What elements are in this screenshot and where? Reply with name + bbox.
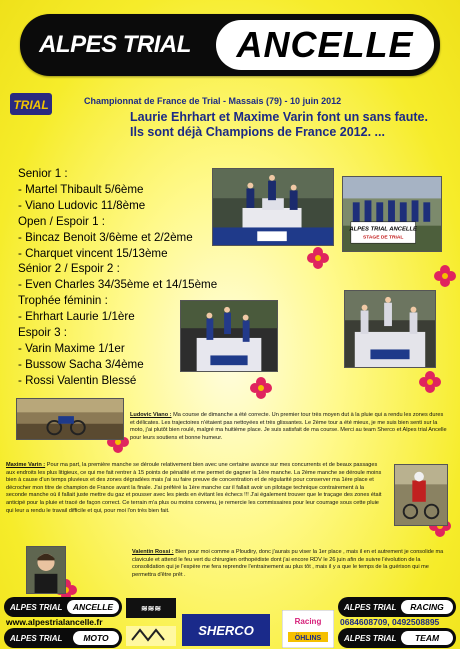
varin-name: Maxime Varin : xyxy=(6,462,46,468)
flower-icon xyxy=(433,264,457,288)
sponsor-ohlins-logo xyxy=(282,610,334,648)
headline-line-2: Ils sont déjà Champions de France 2012. ... xyxy=(130,125,385,139)
footer-ancelle-pill xyxy=(4,597,122,617)
footer-pill-right: TEAM xyxy=(401,631,453,645)
ohlins-text: ÖHLINS xyxy=(294,635,322,642)
website-link[interactable]: www.alpestrialancelle.fr xyxy=(6,617,103,627)
footer-pill-right: ANCELLE xyxy=(67,600,119,614)
headline-line-1: Laurie Ehrhart et Maxime Varin font un sans faute. xyxy=(130,110,428,124)
stage-group-photo xyxy=(342,176,442,252)
footer-racing-pill xyxy=(338,597,456,617)
flower-icon xyxy=(418,370,442,394)
sherco-text: SHERCO xyxy=(198,623,254,638)
footer-pill-left: ALPES TRIAL xyxy=(10,602,63,612)
results-item: Open / Espoir 1 : xyxy=(18,214,105,228)
results-item: Trophée féminin : xyxy=(18,294,108,308)
footer-moto-pill xyxy=(4,628,122,648)
viano-name: Ludovic Viano : xyxy=(130,412,172,418)
title-banner xyxy=(20,14,440,76)
results-item: Espoir 3 : xyxy=(18,326,67,340)
results-item: Sénior 2 / Espoir 2 : xyxy=(18,262,120,276)
sponsor-sherco-logo xyxy=(182,614,270,646)
varin-text: Pour ma part, la première manche se déroule relativement bien avec une certaine avance sur mes concurrents et de beaux passages aux endroits les plus litigieux, ce qui me fait rentrer à 15 points de pénalité et me permet de gagner la 1ère manche. La 2ème manche se déroule moins bien à cause d'un temps pluvieux et des zones dégradées mais j'ai su faire preuve de concentration et de régularité pour conserver ma 1ère place et décrocher mon titre de champion de France avant la finale. J'ai préféré la 1ère manche car il fallait avoir un pilotage technique contrairement à la seconde manche où il fallait juste mettre du gaz et pousser avec les pieds en évitant les échecs !!! J'ai également trouver que le traçage des zones était anticipé pour la pluie et tracé de façon correct. Ce terrain m'a plus ou moins convenu, je remercie les commissaires pour leur courrage sous cette pluie qui leur a rendu le travail difficile et qui, pour moi l'on très bien fait. xyxy=(6,462,382,514)
footer-pill-left: ALPES TRIAL xyxy=(344,633,397,643)
footer-pill-right: RACING xyxy=(401,600,453,614)
racing-text: Racing xyxy=(294,617,322,626)
stage-banner-text: ALPES TRIAL ANCELLE xyxy=(349,226,417,233)
phone-numbers: 0684608709, 0492508895 xyxy=(340,617,440,627)
podium-photo-3 xyxy=(344,290,436,368)
viano-text: Ma course de dimanche a été correcte. Un premier tour très moyen dut à la pluie qui a rendu les zones dures et délicates. Les trajectoires n'étaient pas nettoyées et très glissantes. Le 2ème tour a été mieux, je me suis bien senti sur la moto, j'ai plutôt bien roulé, malgré ma huitième place. Je suis satisfait de ma course. Merci au team Sherco et Alpes trial Ancelle pour leurs soutiens et bonne humeur. xyxy=(130,412,447,441)
svg-text:≋≋≋: ≋≋≋ xyxy=(140,604,162,613)
podium-photo-1 xyxy=(212,168,334,246)
varin-riding-photo xyxy=(394,464,448,526)
trial-logo xyxy=(10,90,52,120)
flower-icon xyxy=(306,246,330,270)
stage-banner-sub: STAGE DE TRIAL xyxy=(362,235,404,241)
viano-riding-photo xyxy=(16,398,124,440)
flower-icon xyxy=(249,376,273,400)
footer-pill-left: ALPES TRIAL xyxy=(10,633,63,643)
varin-quote xyxy=(6,462,386,515)
results-item: - Martel Thibault 5/6ème xyxy=(18,182,144,196)
rossi-portrait-photo xyxy=(26,546,66,594)
footer-pill-right: MOTO xyxy=(73,631,119,645)
rossi-text: Bien pour moi comme a Ploudiry, donc j'aurais pu viser la 1er place , mais il en et autrement je consolide ma clavicule et attend le feu vert du chirurgien orthopédiste dont j'ai encore RDV le 26 juin afin de suivre l'évolution de la consolidation qui je l'espère me fera reprendre l'entrainement au plus tôt , mais il y a que le temps de la guérison qui me permettra d'être prêt . xyxy=(132,549,444,578)
results-item: - Rossi Valentin Blessé xyxy=(18,373,137,387)
results-item: - Varin Maxime 1/1er xyxy=(18,341,125,355)
viano-quote xyxy=(130,412,448,442)
results-item: - Ehrhart Laurie 1/1ère xyxy=(18,310,135,324)
sponsor-logo-2 xyxy=(126,626,176,646)
results-item: - Charquet vincent 15/13ème xyxy=(18,246,168,260)
rossi-name: Valentin Rossi : xyxy=(132,549,174,555)
results-item: - Bussow Sacha 3/4ème xyxy=(18,357,144,371)
banner-left-text: ALPES TRIAL xyxy=(39,31,191,58)
results-item: Senior 1 : xyxy=(18,167,68,180)
headline xyxy=(130,110,430,140)
results-item: - Viano Ludovic 11/8ème xyxy=(18,198,146,212)
rossi-quote xyxy=(132,549,446,579)
trial-logo-text: TRIAL xyxy=(13,98,49,112)
results-item: - Even Charles 34/35ème et 14/15ème xyxy=(18,278,218,292)
sponsor-logo-1 xyxy=(126,598,176,618)
podium-photo-2 xyxy=(180,300,278,372)
footer-team-pill xyxy=(338,628,456,648)
championship-line: Championnat de France de Trial - Massais (79) - 10 juin 2012 xyxy=(84,96,342,106)
footer-pill-left: ALPES TRIAL xyxy=(344,602,397,612)
results-item: - Bincaz Benoit 3/6ème et 2/2ème xyxy=(18,230,193,244)
banner-right-text: ANCELLE xyxy=(216,20,434,70)
